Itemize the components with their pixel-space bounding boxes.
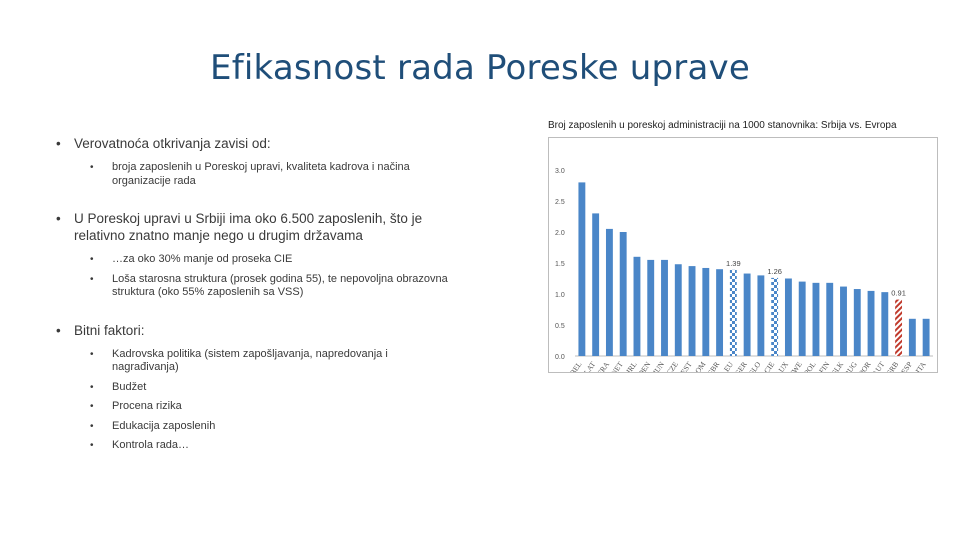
x-tick-label: POR xyxy=(856,359,873,372)
bullet-item xyxy=(52,135,452,152)
y-tick-label: 2.0 xyxy=(555,230,565,237)
x-tick-label: FIN xyxy=(817,359,832,372)
x-tick-label: POL xyxy=(802,359,818,372)
data-label: 1.26 xyxy=(767,266,782,276)
bullet-dot-icon: • xyxy=(90,273,94,285)
sub-bullet-list xyxy=(90,253,452,300)
x-tick-label: NET xyxy=(609,359,625,372)
y-tick-label: 2.5 xyxy=(555,199,565,206)
x-tick-label: SLO xyxy=(747,359,763,372)
x-tick-label: HUN xyxy=(649,359,667,372)
x-tick-label: ESP xyxy=(899,359,914,372)
sub-bullet-item xyxy=(90,381,452,395)
bar-fin xyxy=(826,283,833,356)
bullet-dot-icon: • xyxy=(90,254,94,265)
sub-bullet-text: Budžet xyxy=(112,380,147,393)
sub-bullet-text: Kontrola rada… xyxy=(112,439,190,451)
bullet-dot-icon: • xyxy=(90,348,94,360)
bar-net xyxy=(620,232,627,356)
bar-aut xyxy=(881,292,888,356)
sub-bullet-text: Procena rizika xyxy=(112,400,182,412)
bullet-dot-icon: • xyxy=(90,381,94,393)
x-tick-label: ITA xyxy=(913,359,928,372)
bullet-dot-icon: • xyxy=(56,322,61,338)
bar-eu xyxy=(730,270,737,356)
sub-bullet-text: Kadrovska politika (sistem zapošljavanja, napredovanja i nagrađivanja) xyxy=(112,347,388,373)
bar-den xyxy=(647,260,654,356)
bullet-dot-icon: • xyxy=(90,420,94,432)
chart-panel xyxy=(548,120,940,373)
bar-slo xyxy=(757,275,764,356)
data-label: 1.39 xyxy=(726,258,741,268)
sub-bullet-list xyxy=(90,161,452,188)
bar-fra xyxy=(606,229,613,356)
x-tick-label: LAT xyxy=(582,359,598,372)
sub-bullet-list xyxy=(90,348,452,453)
bullet-dot-icon: • xyxy=(56,136,61,151)
sub-bullet-text: Edukacija zaposlenih xyxy=(112,419,216,432)
x-tick-label: CZE xyxy=(664,359,680,372)
x-tick-label: GER xyxy=(732,359,749,372)
bar-slk xyxy=(840,287,847,356)
y-tick-label: 1.0 xyxy=(555,292,565,299)
y-tick-label: 3.0 xyxy=(555,168,565,175)
bullet-dot-icon: • xyxy=(90,162,94,173)
x-tick-label: SLK xyxy=(829,359,846,372)
x-tick-label: BEL xyxy=(568,359,584,372)
bar-swe xyxy=(799,282,806,356)
bar-pol xyxy=(813,283,820,356)
chart-title: Broj zaposlenih u poreskoj administraciji na 1000 stanovnika: Srbija vs. Evropa xyxy=(548,120,897,131)
x-tick-label: DEN xyxy=(636,359,653,372)
slide-title: Efikasnost rada Poreske uprave xyxy=(210,48,750,88)
sub-bullet-item xyxy=(90,253,452,267)
bar-gbr xyxy=(716,269,723,356)
bar-bug xyxy=(854,289,861,356)
x-tick-label: IRL xyxy=(624,359,639,372)
x-tick-label: ROM xyxy=(690,359,708,372)
sub-bullet-item xyxy=(90,439,452,453)
bar-ger xyxy=(744,274,751,356)
bullet-dot-icon: • xyxy=(90,401,94,412)
sub-bullet-text: …za oko 30% manje od proseka CIE xyxy=(112,253,293,265)
sub-bullet-text: Loša starosna struktura (prosek godina 55), te nepovoljna obrazovna struktura (oko 55% zaposlenih sa VSS) xyxy=(112,272,448,298)
y-tick-label: 0.5 xyxy=(555,323,565,330)
x-tick-label: GBR xyxy=(704,359,722,372)
bar-por xyxy=(868,291,875,356)
bar-cze xyxy=(675,264,682,356)
x-tick-label: LUX xyxy=(773,359,791,372)
x-tick-label: AUT xyxy=(870,359,887,372)
sub-bullet-item xyxy=(90,161,452,188)
bullet-dot-icon: • xyxy=(56,211,61,226)
sub-bullet-item xyxy=(90,273,452,300)
x-tick-label: EU xyxy=(721,359,735,372)
bar-bel xyxy=(578,182,585,356)
y-tick-label: 0.0 xyxy=(555,354,565,361)
bar-lat xyxy=(592,213,599,356)
sub-bullet-item xyxy=(90,348,452,375)
x-tick-label: FRA xyxy=(595,359,612,372)
y-tick-label: 1.5 xyxy=(555,261,565,268)
bullet-item xyxy=(52,210,452,244)
bar-cie xyxy=(771,278,778,356)
bullet-text: Bitni faktori: xyxy=(74,322,145,338)
sub-bullet-item xyxy=(90,400,452,414)
bar-irl xyxy=(634,257,641,356)
bullet-text: Verovatnoća otkrivanja zavisi od: xyxy=(74,136,271,151)
bar-lux xyxy=(785,279,792,357)
bar-rom xyxy=(702,268,709,356)
bar-hun xyxy=(661,260,668,356)
bar-est xyxy=(689,266,696,356)
data-label: 0.91 xyxy=(891,288,906,298)
bullet-text: U Poreskoj upravi u Srbiji ima oko 6.500 zaposlenih, što je relativno znatno manje nego u drugim državama xyxy=(74,211,423,243)
x-tick-label: SWE xyxy=(787,359,804,372)
x-tick-label: EST xyxy=(678,359,694,372)
bullet-item xyxy=(52,322,452,339)
bullet-dot-icon: • xyxy=(90,440,94,451)
bar-esp xyxy=(909,319,916,356)
chart-frame xyxy=(548,137,938,373)
x-tick-label: BUG xyxy=(842,359,859,372)
sub-bullet-text: broja zaposlenih u Poreskoj upravi, kvaliteta kadrova i načina organizacije rada xyxy=(112,161,410,187)
bar-ita xyxy=(923,319,930,356)
bar-srb xyxy=(895,300,902,356)
x-tick-label: SRB xyxy=(884,359,901,372)
sub-bullet-item xyxy=(90,420,452,434)
x-tick-label: CIE xyxy=(761,359,777,372)
bullet-content xyxy=(52,135,452,465)
bar-chart xyxy=(549,138,937,372)
